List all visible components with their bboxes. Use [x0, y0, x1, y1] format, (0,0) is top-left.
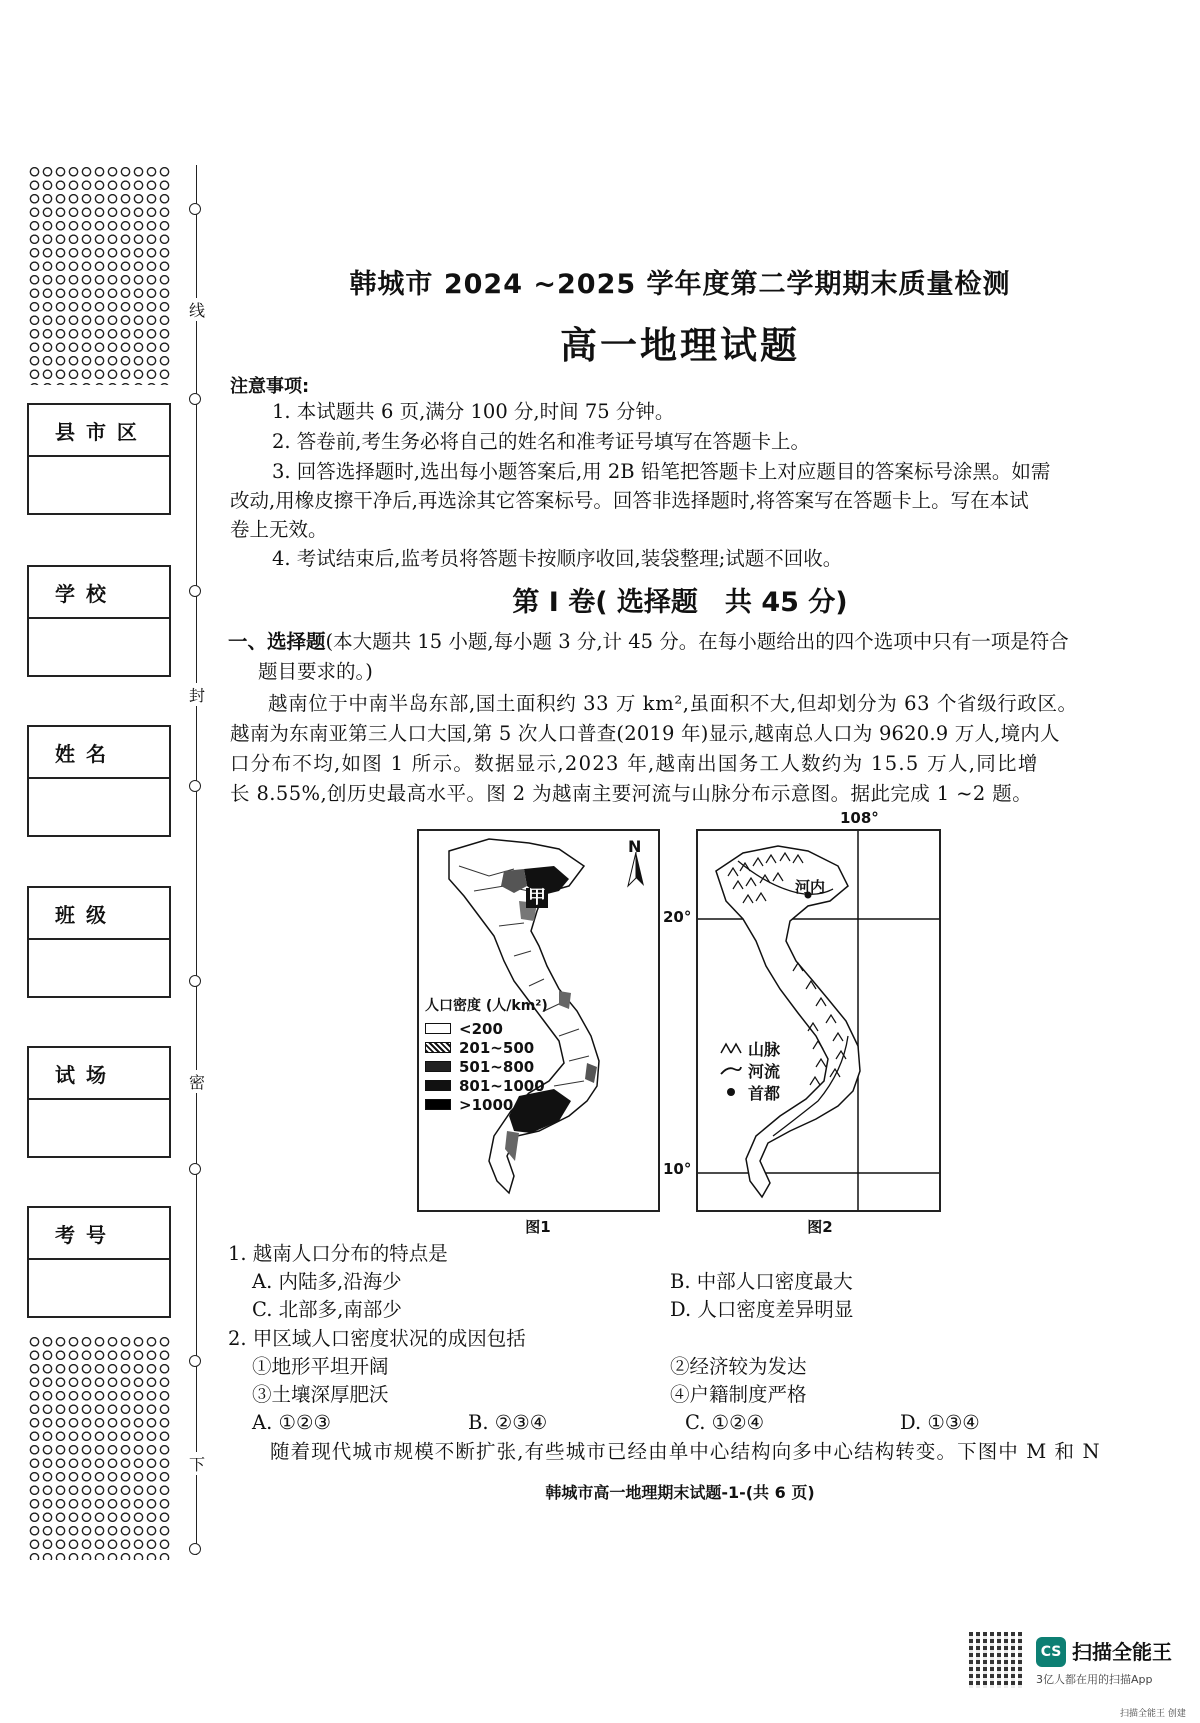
latitude-20-label: 20° — [663, 908, 692, 926]
binding-circle — [189, 393, 201, 405]
info-box-class[interactable] — [27, 886, 171, 998]
binding-circle — [189, 780, 201, 792]
info-box-label: 班 级 — [29, 888, 169, 940]
legend-swatch — [425, 1099, 451, 1110]
continuation-text: 随着现代城市规模不断扩张,有些城市已经由单中心结构向多中心结构转变。下图中 M 和 N — [270, 1440, 1101, 1463]
figure2-caption: 图2 — [807, 1218, 833, 1236]
question-2-item: ④户籍制度严格 — [670, 1383, 807, 1406]
legend-row: 201~500 — [425, 1038, 548, 1057]
legend-swatch — [425, 1023, 451, 1034]
question-2-item: ①地形平坦开阔 — [252, 1355, 389, 1378]
info-box-label: 试 场 — [29, 1048, 169, 1100]
exam-subtitle: 高一地理试题 — [560, 324, 800, 367]
river-icon — [718, 1064, 744, 1076]
question-2-option-a[interactable]: A. ①②③ — [252, 1411, 331, 1434]
question-2-item: ②经济较为发达 — [670, 1355, 807, 1378]
binding-word-seal: 封 — [184, 683, 210, 706]
qr-code-icon — [969, 1632, 1025, 1688]
instruction-text: (本大题共 15 小题,每小题 3 分,计 45 分。在每小题给出的四个选项中只有一项是符合 — [325, 630, 1069, 653]
info-box-label: 考 号 — [29, 1208, 169, 1260]
info-box-school[interactable] — [27, 565, 171, 677]
legend-row: <200 — [425, 1019, 548, 1038]
binding-circle — [189, 1163, 201, 1175]
section-instruction-2: 题目要求的。) — [258, 660, 373, 683]
legend-row: 首都 — [718, 1081, 780, 1103]
binding-circle — [189, 1355, 201, 1367]
figure2-legend — [718, 1037, 780, 1103]
binding-circle — [189, 203, 201, 215]
section-title: 第 I 卷( 选择题 共 45 分) — [512, 587, 848, 618]
legend-row: >1000 — [425, 1095, 548, 1114]
question-2-item: ③土壤深厚肥沃 — [252, 1383, 389, 1406]
binding-dots-top — [28, 165, 170, 385]
binding-dots-bottom — [28, 1335, 170, 1560]
info-box-label: 学 校 — [29, 567, 169, 619]
longitude-label: 108° — [840, 809, 879, 827]
figure1-legend — [425, 995, 548, 1114]
legend-title: 人口密度 (人/km²) — [425, 998, 548, 1014]
camscanner-slogan: 3亿人都在用的扫描App — [1036, 1673, 1153, 1686]
legend-swatch — [425, 1042, 451, 1053]
question-1-option-b[interactable]: B. 中部人口密度最大 — [670, 1270, 853, 1293]
binding-circle — [189, 1543, 201, 1555]
notice-item: 1. 本试题共 6 页,满分 100 分,时间 75 分钟。 — [272, 400, 675, 423]
info-box-label: 县 市 区 — [29, 405, 169, 457]
binding-word-below: 下 — [184, 1452, 210, 1475]
capital-label: 河内 — [795, 878, 826, 896]
question-2-stem: 2. 甲区域人口密度状况的成因包括 — [228, 1327, 526, 1350]
binding-line — [196, 165, 197, 1555]
legend-swatch — [425, 1061, 451, 1072]
info-box-exam-room[interactable] — [27, 1046, 171, 1158]
legend-row: 山脉 — [718, 1037, 780, 1059]
question-1-stem: 1. 越南人口分布的特点是 — [228, 1242, 448, 1265]
passage-line: 越南为东南亚第三人口大国,第 5 次人口普查(2019 年)显示,越南总人口为 9620.9 万人,境内人 — [230, 722, 1060, 745]
camscanner-logo: CS — [1036, 1637, 1066, 1667]
info-box-exam-number[interactable] — [27, 1206, 171, 1318]
passage-line: 口分布不均,如图 1 所示。数据显示,2023 年,越南出国务工人数约为 15.5 万人,同比增 — [230, 752, 1039, 775]
instruction-label: 一、选择题 — [228, 630, 326, 653]
question-2-option-d[interactable]: D. ①③④ — [900, 1411, 980, 1434]
info-box-name[interactable] — [27, 725, 171, 837]
binding-word-secret: 密 — [184, 1070, 210, 1093]
camscanner-created-by: 扫描全能王 创建 — [1120, 1709, 1186, 1719]
camscanner-name: 扫描全能王 — [1072, 1640, 1172, 1664]
figure1-caption: 图1 — [525, 1218, 551, 1236]
north-arrow-icon — [627, 852, 645, 888]
notice-item: 卷上无效。 — [230, 518, 328, 541]
notice-heading: 注意事项: — [230, 376, 310, 397]
info-box-county[interactable] — [27, 403, 171, 515]
binding-circle — [189, 975, 201, 987]
notice-item: 3. 回答选择题时,选出每小题答案后,用 2B 铅笔把答题卡上对应题目的答案标号涂黑。如需 — [272, 460, 1051, 483]
legend-swatch — [425, 1080, 451, 1091]
question-1-option-a[interactable]: A. 内陆多,沿海少 — [252, 1270, 402, 1293]
binding-circle — [189, 585, 201, 597]
notice-item: 2. 答卷前,考生务必将自己的姓名和准考证号填写在答题卡上。 — [272, 430, 811, 453]
info-box-label: 姓 名 — [29, 727, 169, 779]
mountain-icon — [718, 1042, 744, 1054]
north-arrow-label: N — [628, 837, 642, 856]
notice-item: 改动,用橡皮擦干净后,再选涂其它答案标号。回答非选择题时,将答案写在答题卡上。写在本试 — [230, 489, 1029, 512]
question-2-option-b[interactable]: B. ②③④ — [468, 1411, 548, 1434]
legend-row: 河流 — [718, 1059, 780, 1081]
question-2-option-c[interactable]: C. ①②④ — [685, 1411, 765, 1434]
binding-word-line: 线 — [184, 298, 210, 321]
notice-item: 4. 考试结束后,监考员将答题卡按顺序收回,装袋整理;试题不回收。 — [272, 547, 843, 570]
capital-icon — [718, 1086, 744, 1098]
latitude-10-label: 10° — [663, 1160, 692, 1178]
page-footer: 韩城市高一地理期末试题-1-(共 6 页) — [545, 1483, 815, 1502]
exam-title: 韩城市 2024 ~2025 学年度第二学期期末质量检测 — [349, 269, 1011, 300]
passage-line: 越南位于中南半岛东部,国土面积约 33 万 km²,虽面积不大,但却划分为 63 个省级行政区。 — [268, 692, 1078, 715]
section-instruction — [228, 628, 1069, 656]
question-1-option-d[interactable]: D. 人口密度差异明显 — [670, 1298, 854, 1321]
country-outline — [716, 846, 860, 1197]
question-1-option-c[interactable]: C. 北部多,南部少 — [252, 1298, 402, 1321]
legend-row: 801~1000 — [425, 1076, 548, 1095]
region-jia-label: 甲 — [528, 887, 546, 908]
passage-line: 长 8.55%,创历史最高水平。图 2 为越南主要河流与山脉分布示意图。据此完成 1 ~2 题。 — [230, 782, 1033, 805]
legend-row: 501~800 — [425, 1057, 548, 1076]
